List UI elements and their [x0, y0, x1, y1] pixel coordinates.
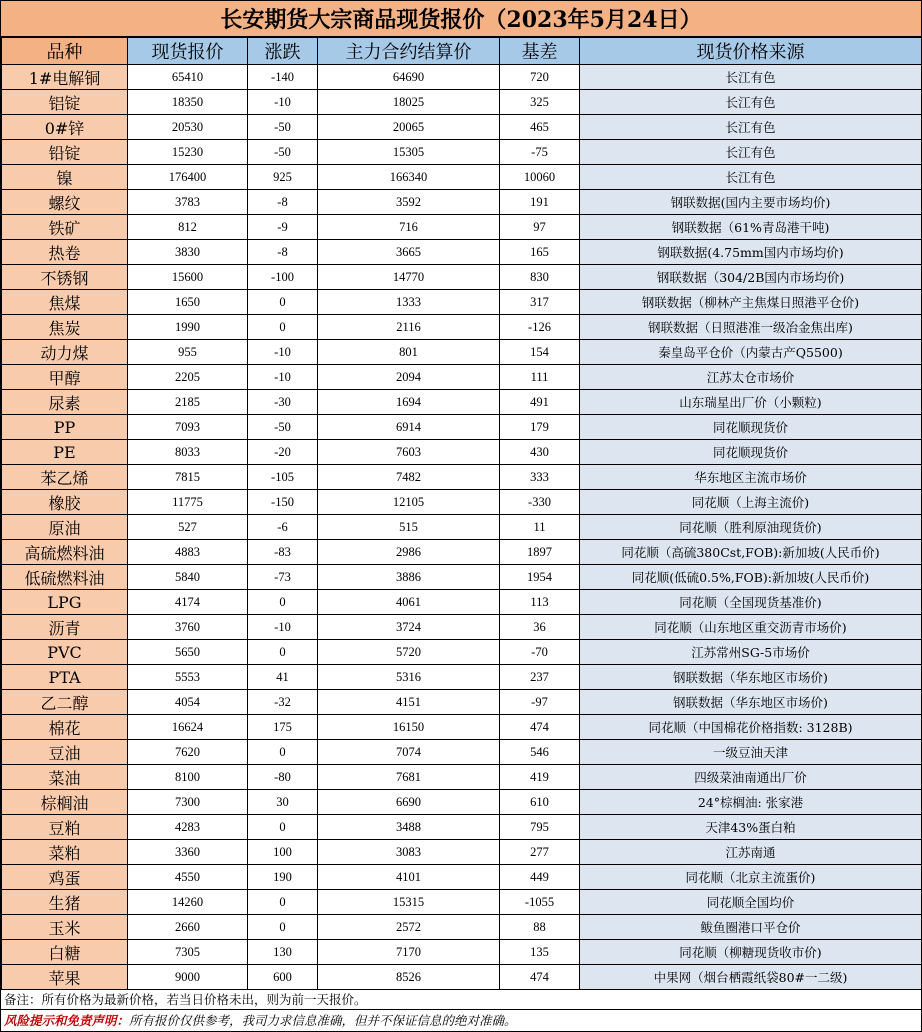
- row-basis: 430: [500, 440, 580, 465]
- row-settlement-price: 2094: [318, 365, 500, 390]
- row-price-source: 天津43%蛋白粕: [580, 815, 922, 840]
- row-change: 0: [248, 740, 318, 765]
- table-row: [2, 540, 922, 565]
- row-spot-price: 2660: [128, 915, 248, 940]
- row-settlement-price: 1333: [318, 290, 500, 315]
- row-commodity: 铅锭: [2, 140, 128, 165]
- row-spot-price: 7300: [128, 790, 248, 815]
- row-price-source: 同花顺（中国棉花价格指数: 3128B): [580, 715, 922, 740]
- row-commodity: PTA: [2, 665, 128, 690]
- row-price-source: 钢联数据（304/2B国内市场均价): [580, 265, 922, 290]
- row-spot-price: 4283: [128, 815, 248, 840]
- row-commodity: 热卷: [2, 240, 128, 265]
- table-row: [2, 815, 922, 840]
- table-row: [2, 440, 922, 465]
- row-price-source: 中果网（烟台栖霞纸袋80#一二级): [580, 965, 922, 990]
- row-price-source: 同花顺全国均价: [580, 890, 922, 915]
- row-commodity: 低硫燃料油: [2, 565, 128, 590]
- table-row: [2, 140, 922, 165]
- row-spot-price: 176400: [128, 165, 248, 190]
- sheet-title: 长安期货大宗商品现货报价（2023年5月24日）: [1, 1, 921, 37]
- header-commodity: 品种: [2, 38, 128, 65]
- row-basis: 154: [500, 340, 580, 365]
- row-change: -73: [248, 565, 318, 590]
- table-row: [2, 590, 922, 615]
- row-change: -83: [248, 540, 318, 565]
- row-spot-price: 5553: [128, 665, 248, 690]
- table-row: [2, 715, 922, 740]
- table-body: [2, 65, 922, 990]
- price-table: [1, 37, 922, 990]
- row-price-source: 江苏南通: [580, 840, 922, 865]
- table-row: [2, 915, 922, 940]
- table-row: [2, 515, 922, 540]
- row-commodity: 原油: [2, 515, 128, 540]
- row-settlement-price: 7482: [318, 465, 500, 490]
- table-row: [2, 790, 922, 815]
- row-change: 30: [248, 790, 318, 815]
- row-spot-price: 1990: [128, 315, 248, 340]
- row-basis: 113: [500, 590, 580, 615]
- row-commodity: 动力煤: [2, 340, 128, 365]
- table-row: [2, 190, 922, 215]
- row-basis: 465: [500, 115, 580, 140]
- row-spot-price: 9000: [128, 965, 248, 990]
- row-commodity: 苹果: [2, 965, 128, 990]
- row-commodity: 生猪: [2, 890, 128, 915]
- row-basis: 720: [500, 65, 580, 90]
- row-price-source: 一级豆油天津: [580, 740, 922, 765]
- row-spot-price: 11775: [128, 490, 248, 515]
- row-change: 0: [248, 640, 318, 665]
- row-price-source: 山东瑞星出厂价（小颗粒): [580, 390, 922, 415]
- table-row: [2, 840, 922, 865]
- row-basis: 474: [500, 965, 580, 990]
- footnote: 备注：所有价格为最新价格，若当日价格未出，则为前一天报价。: [1, 990, 921, 1010]
- row-spot-price: 4550: [128, 865, 248, 890]
- row-price-source: 同花顺（胜利原油现货价): [580, 515, 922, 540]
- table-row: [2, 365, 922, 390]
- row-basis: 11: [500, 515, 580, 540]
- row-spot-price: 1650: [128, 290, 248, 315]
- table-row: [2, 490, 922, 515]
- row-basis: 277: [500, 840, 580, 865]
- row-basis: -75: [500, 140, 580, 165]
- row-price-source: 钢联数据（柳林产主焦煤日照港平仓价): [580, 290, 922, 315]
- row-basis: 165: [500, 240, 580, 265]
- row-commodity: 菜油: [2, 765, 128, 790]
- row-spot-price: 7305: [128, 940, 248, 965]
- row-commodity: 橡胶: [2, 490, 128, 515]
- row-change: -10: [248, 615, 318, 640]
- table-row: [2, 390, 922, 415]
- table-row: [2, 165, 922, 190]
- row-spot-price: 5840: [128, 565, 248, 590]
- row-basis: 830: [500, 265, 580, 290]
- row-basis: 325: [500, 90, 580, 115]
- row-basis: -330: [500, 490, 580, 515]
- row-spot-price: 7815: [128, 465, 248, 490]
- row-price-source: 长江有色: [580, 65, 922, 90]
- table-row: [2, 65, 922, 90]
- header-change: 涨跌: [248, 38, 318, 65]
- row-settlement-price: 14770: [318, 265, 500, 290]
- row-basis: -1055: [500, 890, 580, 915]
- row-settlement-price: 5720: [318, 640, 500, 665]
- row-settlement-price: 3665: [318, 240, 500, 265]
- header-price-source: 现货价格来源: [580, 38, 922, 65]
- row-price-source: 钢联数据（日照港准一级冶金焦出库): [580, 315, 922, 340]
- row-spot-price: 7093: [128, 415, 248, 440]
- row-commodity: 乙二醇: [2, 690, 128, 715]
- row-settlement-price: 2986: [318, 540, 500, 565]
- table-row: [2, 640, 922, 665]
- row-settlement-price: 6914: [318, 415, 500, 440]
- row-price-source: 钢联数据（华东地区市场价): [580, 665, 922, 690]
- row-change: 0: [248, 315, 318, 340]
- row-change: -10: [248, 340, 318, 365]
- row-spot-price: 4054: [128, 690, 248, 715]
- row-settlement-price: 5316: [318, 665, 500, 690]
- row-commodity: 苯乙烯: [2, 465, 128, 490]
- row-spot-price: 14260: [128, 890, 248, 915]
- row-settlement-price: 8526: [318, 965, 500, 990]
- row-basis: 333: [500, 465, 580, 490]
- table-row: [2, 765, 922, 790]
- row-spot-price: 955: [128, 340, 248, 365]
- table-row: [2, 315, 922, 340]
- row-basis: -97: [500, 690, 580, 715]
- row-settlement-price: 64690: [318, 65, 500, 90]
- row-price-source: 长江有色: [580, 115, 922, 140]
- row-basis: 10060: [500, 165, 580, 190]
- row-basis: -126: [500, 315, 580, 340]
- row-settlement-price: 1694: [318, 390, 500, 415]
- row-change: 130: [248, 940, 318, 965]
- row-change: 925: [248, 165, 318, 190]
- row-settlement-price: 7170: [318, 940, 500, 965]
- row-basis: 449: [500, 865, 580, 890]
- row-spot-price: 3830: [128, 240, 248, 265]
- header-spot-price: 现货报价: [128, 38, 248, 65]
- row-basis: 610: [500, 790, 580, 815]
- row-change: -50: [248, 140, 318, 165]
- row-change: 175: [248, 715, 318, 740]
- row-change: -8: [248, 190, 318, 215]
- row-price-source: 同花顺（北京主流蛋价): [580, 865, 922, 890]
- row-commodity: 焦炭: [2, 315, 128, 340]
- row-commodity: 1#电解铜: [2, 65, 128, 90]
- row-basis: 191: [500, 190, 580, 215]
- row-settlement-price: 3083: [318, 840, 500, 865]
- row-price-source: 长江有色: [580, 165, 922, 190]
- row-change: -9: [248, 215, 318, 240]
- row-settlement-price: 7681: [318, 765, 500, 790]
- row-commodity: 棉花: [2, 715, 128, 740]
- row-commodity: 铁矿: [2, 215, 128, 240]
- row-spot-price: 15600: [128, 265, 248, 290]
- row-change: -140: [248, 65, 318, 90]
- row-commodity: 0#锌: [2, 115, 128, 140]
- row-spot-price: 20530: [128, 115, 248, 140]
- row-price-source: 钢联数据(国内主要市场均价): [580, 190, 922, 215]
- row-change: 100: [248, 840, 318, 865]
- row-change: -30: [248, 390, 318, 415]
- row-change: -10: [248, 90, 318, 115]
- row-spot-price: 527: [128, 515, 248, 540]
- row-settlement-price: 4101: [318, 865, 500, 890]
- row-basis: 179: [500, 415, 580, 440]
- row-basis: 1954: [500, 565, 580, 590]
- row-settlement-price: 4061: [318, 590, 500, 615]
- row-settlement-price: 166340: [318, 165, 500, 190]
- row-spot-price: 3360: [128, 840, 248, 865]
- row-price-source: 江苏太仓市场价: [580, 365, 922, 390]
- header-row: [2, 38, 922, 65]
- row-settlement-price: 18025: [318, 90, 500, 115]
- row-change: -105: [248, 465, 318, 490]
- table-row: [2, 890, 922, 915]
- row-settlement-price: 3488: [318, 815, 500, 840]
- row-settlement-price: 16150: [318, 715, 500, 740]
- row-change: -50: [248, 115, 318, 140]
- row-price-source: 同花顺（上海主流价): [580, 490, 922, 515]
- row-commodity: PP: [2, 415, 128, 440]
- row-commodity: 白糖: [2, 940, 128, 965]
- table-row: [2, 565, 922, 590]
- table-row: [2, 340, 922, 365]
- row-change: 0: [248, 890, 318, 915]
- row-basis: 795: [500, 815, 580, 840]
- row-commodity: PVC: [2, 640, 128, 665]
- row-settlement-price: 3592: [318, 190, 500, 215]
- row-spot-price: 3783: [128, 190, 248, 215]
- table-row: [2, 940, 922, 965]
- row-change: 0: [248, 290, 318, 315]
- row-commodity: 菜粕: [2, 840, 128, 865]
- row-change: -150: [248, 490, 318, 515]
- row-commodity: LPG: [2, 590, 128, 615]
- table-row: [2, 215, 922, 240]
- row-settlement-price: 7074: [318, 740, 500, 765]
- table-row: [2, 690, 922, 715]
- row-basis: 97: [500, 215, 580, 240]
- row-basis: 88: [500, 915, 580, 940]
- row-basis: 111: [500, 365, 580, 390]
- row-commodity: 镍: [2, 165, 128, 190]
- row-commodity: 尿素: [2, 390, 128, 415]
- row-price-source: 24°棕榈油: 张家港: [580, 790, 922, 815]
- table-row: [2, 240, 922, 265]
- row-basis: 474: [500, 715, 580, 740]
- row-change: -80: [248, 765, 318, 790]
- row-commodity: 玉米: [2, 915, 128, 940]
- row-spot-price: 8033: [128, 440, 248, 465]
- row-change: 0: [248, 590, 318, 615]
- row-price-source: 钢联数据(4.75mm国内市场均价): [580, 240, 922, 265]
- row-commodity: 棕榈油: [2, 790, 128, 815]
- row-price-source: 同花顺现货价: [580, 415, 922, 440]
- row-settlement-price: 3886: [318, 565, 500, 590]
- row-settlement-price: 15305: [318, 140, 500, 165]
- row-change: -20: [248, 440, 318, 465]
- row-price-source: 长江有色: [580, 140, 922, 165]
- table-row: [2, 665, 922, 690]
- row-change: 0: [248, 915, 318, 940]
- table-row: [2, 865, 922, 890]
- table-row: [2, 90, 922, 115]
- row-price-source: 同花顺(低硫0.5%,FOB):新加坡(人民币价): [580, 565, 922, 590]
- row-commodity: PE: [2, 440, 128, 465]
- row-spot-price: 2185: [128, 390, 248, 415]
- row-commodity: 螺纹: [2, 190, 128, 215]
- row-price-source: 长江有色: [580, 90, 922, 115]
- row-price-source: 江苏常州SG-5市场价: [580, 640, 922, 665]
- row-basis: 1897: [500, 540, 580, 565]
- row-change: -6: [248, 515, 318, 540]
- row-price-source: 同花顺（柳糖现货收市价): [580, 940, 922, 965]
- row-spot-price: 65410: [128, 65, 248, 90]
- table-row: [2, 115, 922, 140]
- table-row: [2, 615, 922, 640]
- row-basis: 419: [500, 765, 580, 790]
- row-spot-price: 3760: [128, 615, 248, 640]
- row-commodity: 沥青: [2, 615, 128, 640]
- row-settlement-price: 3724: [318, 615, 500, 640]
- row-change: -100: [248, 265, 318, 290]
- row-spot-price: 4883: [128, 540, 248, 565]
- row-spot-price: 2205: [128, 365, 248, 390]
- row-commodity: 高硫燃料油: [2, 540, 128, 565]
- row-spot-price: 8100: [128, 765, 248, 790]
- row-commodity: 甲醇: [2, 365, 128, 390]
- row-price-source: 同花顺（山东地区重交沥青市场价): [580, 615, 922, 640]
- row-change: -32: [248, 690, 318, 715]
- row-change: -8: [248, 240, 318, 265]
- row-settlement-price: 515: [318, 515, 500, 540]
- row-price-source: 鲅鱼圈港口平仓价: [580, 915, 922, 940]
- row-price-source: 钢联数据（华东地区市场价): [580, 690, 922, 715]
- row-commodity: 豆粕: [2, 815, 128, 840]
- row-basis: 135: [500, 940, 580, 965]
- table-row: [2, 965, 922, 990]
- row-change: 600: [248, 965, 318, 990]
- table-row: [2, 415, 922, 440]
- row-spot-price: 812: [128, 215, 248, 240]
- row-price-source: 四级菜油南通出厂价: [580, 765, 922, 790]
- row-spot-price: 5650: [128, 640, 248, 665]
- row-spot-price: 18350: [128, 90, 248, 115]
- row-settlement-price: 716: [318, 215, 500, 240]
- row-basis: -70: [500, 640, 580, 665]
- row-settlement-price: 2116: [318, 315, 500, 340]
- row-settlement-price: 12105: [318, 490, 500, 515]
- row-spot-price: 7620: [128, 740, 248, 765]
- row-settlement-price: 15315: [318, 890, 500, 915]
- table-row: [2, 290, 922, 315]
- header-settlement-price: 主力合约结算价: [318, 38, 500, 65]
- table-row: [2, 465, 922, 490]
- row-basis: 36: [500, 615, 580, 640]
- row-price-source: 钢联数据（61%青岛港干吨): [580, 215, 922, 240]
- row-commodity: 鸡蛋: [2, 865, 128, 890]
- row-settlement-price: 2572: [318, 915, 500, 940]
- row-settlement-price: 20065: [318, 115, 500, 140]
- row-price-source: 同花顺（全国现货基准价): [580, 590, 922, 615]
- table-row: [2, 265, 922, 290]
- row-price-source: 同花顺现货价: [580, 440, 922, 465]
- row-basis: 237: [500, 665, 580, 690]
- row-commodity: 不锈钢: [2, 265, 128, 290]
- row-commodity: 铝锭: [2, 90, 128, 115]
- row-change: 41: [248, 665, 318, 690]
- row-price-source: 同花顺（高硫380Cst,FOB):新加坡(人民币价): [580, 540, 922, 565]
- risk-disclaimer: [1, 1010, 921, 1032]
- row-change: -50: [248, 415, 318, 440]
- row-basis: 546: [500, 740, 580, 765]
- row-price-source: 华东地区主流市场价: [580, 465, 922, 490]
- table-row: [2, 740, 922, 765]
- row-spot-price: 15230: [128, 140, 248, 165]
- header-basis: 基差: [500, 38, 580, 65]
- row-settlement-price: 801: [318, 340, 500, 365]
- row-settlement-price: 4151: [318, 690, 500, 715]
- risk-label: 风险提示和免责声明：: [4, 1013, 130, 1028]
- row-basis: 317: [500, 290, 580, 315]
- row-settlement-price: 6690: [318, 790, 500, 815]
- row-change: 190: [248, 865, 318, 890]
- risk-text: 所有报价仅供参考，我司力求信息准确，但并不保证信息的绝对准确。: [129, 1013, 517, 1028]
- row-change: 0: [248, 815, 318, 840]
- row-price-source: 秦皇岛平仓价（内蒙古产Q5500): [580, 340, 922, 365]
- row-commodity: 豆油: [2, 740, 128, 765]
- row-spot-price: 4174: [128, 590, 248, 615]
- row-commodity: 焦煤: [2, 290, 128, 315]
- row-settlement-price: 7603: [318, 440, 500, 465]
- row-basis: 491: [500, 390, 580, 415]
- row-change: -10: [248, 365, 318, 390]
- row-spot-price: 16624: [128, 715, 248, 740]
